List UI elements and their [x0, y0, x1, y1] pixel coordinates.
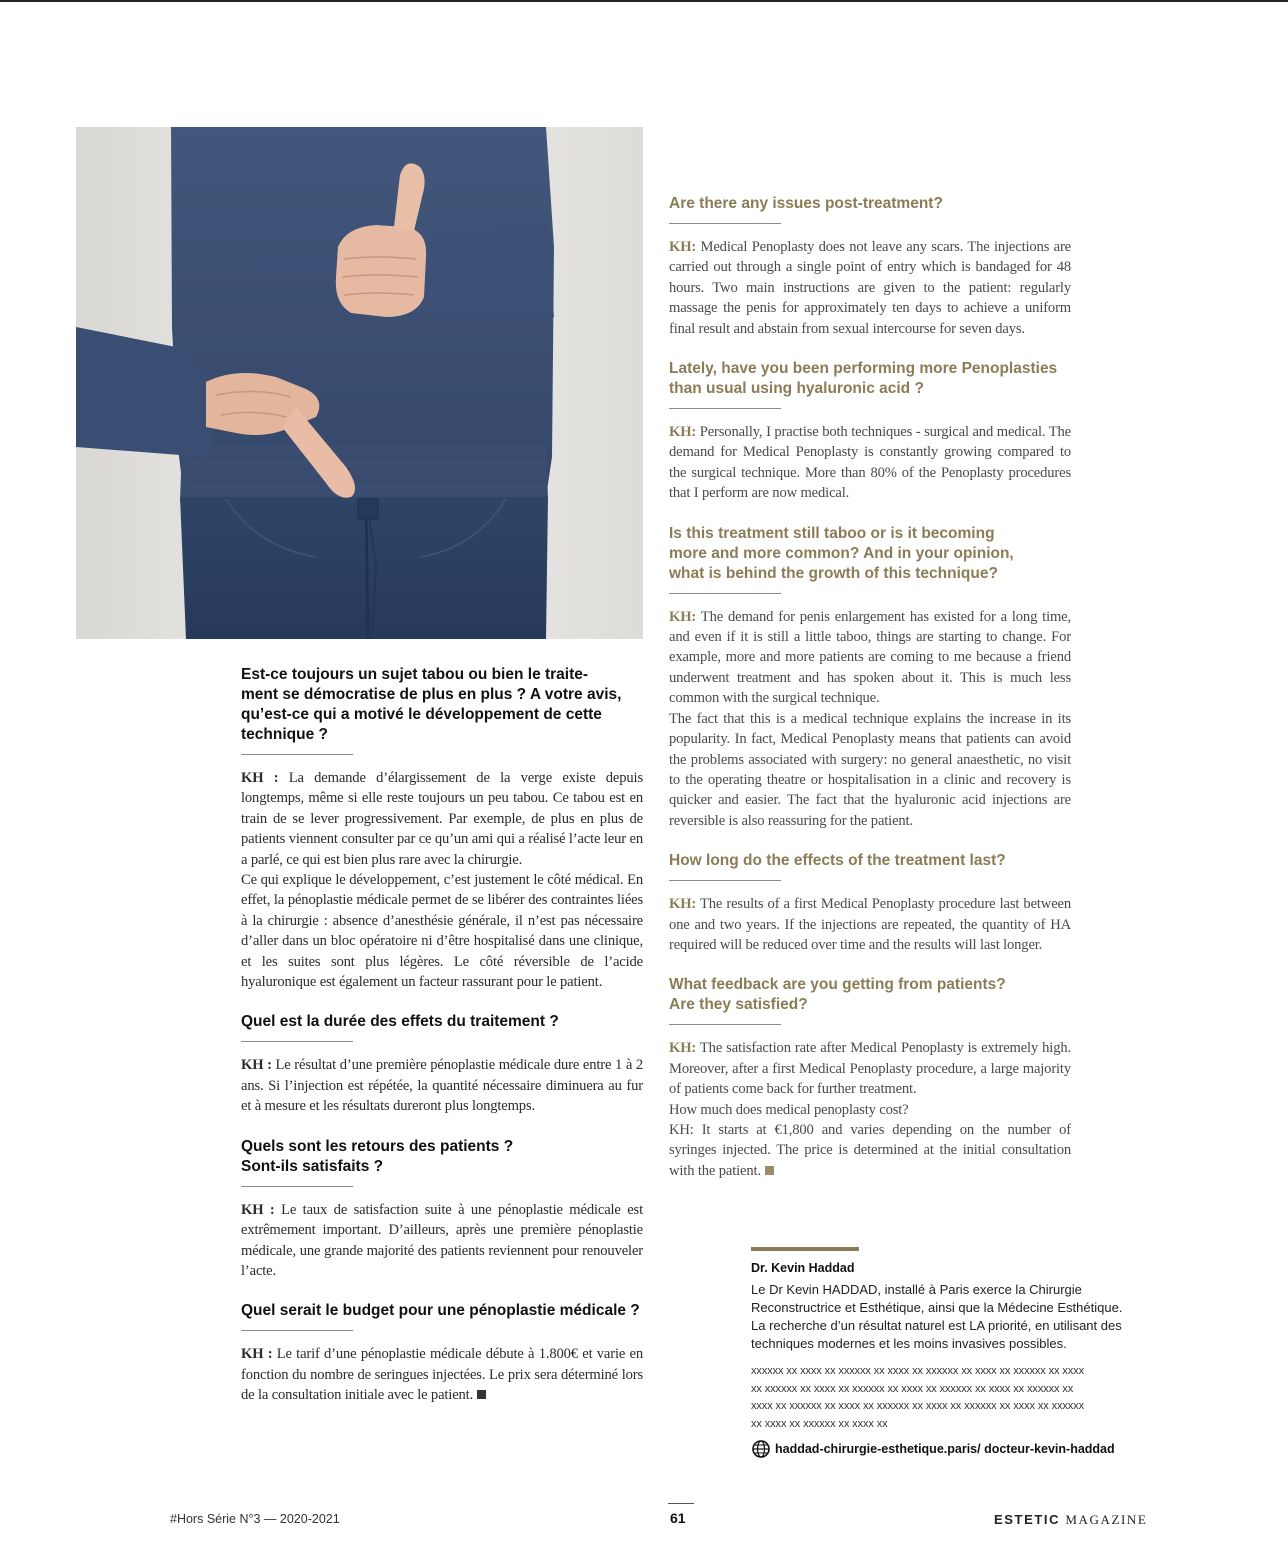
question-feedback-en: What feedback are you getting from patients? Are they satisfied?	[669, 976, 1006, 1014]
answer-text: Medical Penoplasty does not leave any scars. The injections are carried out through a single point of entry which is bandaged for 48 hours. Two main instructions are given to the patient: regularly massage the penis for approximately ten days to achieve a uniform final result and abstain from sexual intercourse for seven days.	[669, 239, 1071, 337]
answer-text: The demand for penis enlargement has existed for a long time, and even if it is still a little taboo, things are starting to change. For example, more and more patients are coming to me because a friend underwent treatment and has spoken about it. This is much less common with the surgical technique. The fact that this is a medical technique explains the increase in its popularity. In fact, Medical Penoplasty means that patients can avoid the problems associated with surgery: no general anaesthetic, no visit to the operating theatre or hospitalisation in a clinic and recovery is quicker and easier. The fact that the hyaluronic acid injections are reversible is also reassuring for the patient.	[669, 608, 1071, 829]
answer-label: KH:	[669, 1040, 697, 1057]
article-photo	[76, 127, 643, 639]
author-name: Dr. Kevin Haddad	[751, 1261, 855, 1275]
answer-text: The results of a first Medical Penoplasty procedure last between one and two years. If the injections are repeated, the quantity of HA required will be reduced over time and the results will last longer.	[669, 896, 1071, 953]
website-url[interactable]: haddad-chirurgie-esthetique.paris/ docteur-kevin-haddad	[775, 1442, 1115, 1457]
magazine-logo	[994, 1512, 1147, 1528]
answer-label: KH :	[241, 770, 279, 786]
question-taboo-fr: Est-ce toujours un sujet tabou ou bien le traite- ment se démocratise de plus en plus ? A votre avis, qu’est-ce qui a motivé le développement de cette technique ?	[241, 666, 622, 743]
answer-taboo-en	[669, 607, 1071, 831]
question-rule	[669, 408, 781, 409]
question-rule	[669, 593, 781, 594]
answer-label: KH:	[669, 239, 697, 255]
question-post-treatment: Are there any issues post-treatment?	[669, 195, 943, 212]
question-rule	[669, 223, 781, 224]
answer-budget-fr	[241, 1344, 643, 1405]
answer-text: Le tarif d’une pénoplastie médicale débute à 1.800€ et varie en fonction du nombre de seringues injectées. Le prix sera déterminé lors de la consultation initiale avec le patient.	[241, 1346, 643, 1404]
bio-accent-bar	[751, 1247, 859, 1251]
brand-name: ESTETIC	[994, 1512, 1061, 1527]
left-column-french	[241, 665, 643, 1406]
author-bio-box	[751, 1247, 1171, 1459]
question-feedback-fr: Quels sont les retours des patients ? Sont-ils satisfaits ?	[241, 1137, 514, 1175]
answer-text: Personally, I practise both techniques - surgical and medical. The demand for Medical Penoplasty is constantly growing compared to the surgical technique. More than 80% of the Penoplasty procedures that I perform are now medical.	[669, 424, 1071, 502]
page-number-rule	[668, 1503, 694, 1504]
answer-more-penoplasties	[669, 422, 1071, 504]
answer-feedback-fr	[241, 1200, 643, 1282]
answer-label: KH:	[669, 896, 697, 913]
answer-text: The satisfaction rate after Medical Penoplasty is extremely high. Moreover, after a first Medical Penoplasty procedure, a large majority of patients come back for further treatment. How much does medical penoplasty cost? KH: It starts at €1,800 and varies depending on the number of syringes injected. The price is determined at the initial consultation with the patient.	[669, 1040, 1071, 1179]
question-rule	[669, 880, 781, 881]
question-rule	[241, 1041, 353, 1042]
question-rule	[241, 1186, 353, 1187]
website-link[interactable]	[751, 1439, 1171, 1459]
answer-text: La demande d’élargissement de la verge existe depuis longtemps, même si elle reste toujours un peu tabou. Ce tabou est en train de se lever progressivement. Par exemple, de plus en plus de patients viennent consulter par ce qu’un ami qui a réalisé l’acte leur en a parlé, ce qui est bien plus rare avec la chirurgie. Ce qui explique le développement, c’est justement le côté médical. En effet, la pénoplastie médicale permet de se libérer des contraintes liées à la chirurgie : absence d’anesthésie générale, il n’est pas nécessaire d’aller dans un bloc opératoire ni d’être hospitalisé dans une clinique, et les suites sont plus légères. Le côté réversible de l’acide hyaluronique est également un facteur rassurant pour le patient.	[241, 770, 643, 991]
end-mark-icon	[477, 1390, 486, 1399]
answer-label: KH :	[241, 1057, 272, 1074]
question-duration-fr: Quel est la durée des effets du traitement ?	[241, 1013, 559, 1031]
author-description: Le Dr Kevin HADDAD, installé à Paris exerce la Chirurgie Reconstructrice et Esthétique, ainsi que la Médecine Esthétique. La recherche d’un résultat naturel est LA priorité, en utilisant des techniques modernes et les moins invasives possibles.	[751, 1282, 1123, 1351]
answer-duration-fr	[241, 1055, 643, 1116]
answer-label: KH :	[241, 1346, 273, 1363]
end-mark-icon	[765, 1166, 774, 1175]
question-budget-fr: Quel serait le budget pour une pénoplastie médicale ?	[241, 1302, 640, 1320]
top-border-line	[0, 0, 1288, 2]
globe-icon	[751, 1439, 771, 1459]
answer-label: KH:	[669, 424, 697, 441]
answer-feedback-en	[669, 1038, 1071, 1181]
question-rule	[669, 1024, 781, 1025]
question-taboo-en: Is this treatment still taboo or is it becoming more and more common? And in your opinion, what is behind the growth of this technique?	[669, 524, 1014, 582]
right-column-english	[669, 194, 1071, 1181]
question-rule	[241, 754, 353, 755]
question-more-penoplasties: Lately, have you been performing more Penoplasties than usual using hyaluronic acid ?	[669, 360, 1058, 398]
question-duration-en: How long do the effects of the treatment last?	[669, 852, 1006, 870]
answer-post-treatment	[669, 237, 1071, 339]
magazine-word: MAGAZINE	[1065, 1512, 1148, 1527]
answer-taboo-fr	[241, 768, 643, 992]
answer-text: Le résultat d’une première pénoplastie médicale dure entre 1 à 2 ans. Si l’injection est répétée, la quantité nécessaire diminuera au fur et à mesure et les résultats dureront plus longtemps.	[241, 1057, 643, 1115]
placeholder-text: xxxxxx xx xxxx xx xxxxxx xx xxxx xx xxxxxx xx xxxx xx xxxxxx xx xxxx xx xxxxxx xx xxxx xx xxxxxx xx xxxx xx xxxxxx xx xxxx xx xxxxxx xx xxxx xx xxxxxx xx xxxx xx xxxxxx xx xxxx xx xxxxxx xx xxxx xx xxxxxx xx xxxx xx xxxxxx xx xxxx xx	[751, 1365, 1084, 1430]
answer-text: Le taux de satisfaction suite à une pénoplastie médicale est extrêmement important. D’ailleurs, après une première pénoplastie médicale, une grande majorité des patients reviennent pour renouveler l’acte.	[241, 1201, 643, 1279]
answer-label: KH:	[669, 608, 697, 625]
issue-label: #Hors Série N°3 — 2020-2021	[170, 1512, 340, 1526]
answer-duration-en	[669, 894, 1071, 955]
man-thumbs-up-illustration	[76, 127, 643, 639]
answer-label: KH :	[241, 1201, 275, 1218]
question-rule	[241, 1330, 353, 1331]
page-number: 61	[670, 1510, 686, 1526]
